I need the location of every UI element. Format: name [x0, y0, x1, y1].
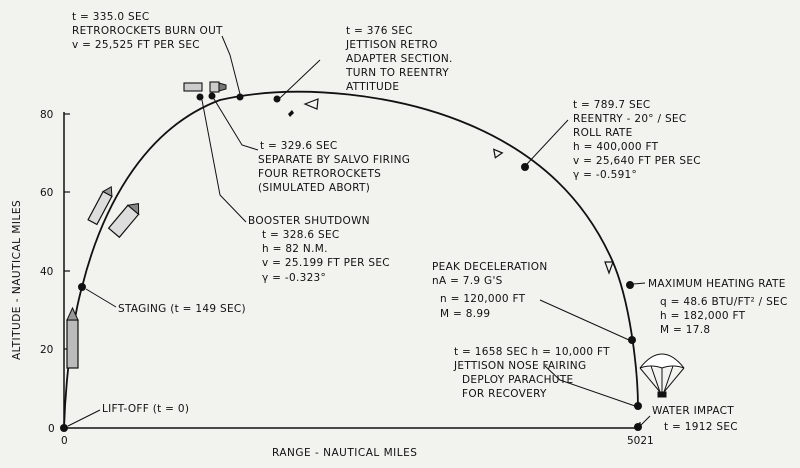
parachute-icon — [640, 354, 684, 397]
retro-burnout-line: RETROROCKETS BURN OUT — [72, 25, 223, 37]
y-tick-label: 40 — [40, 266, 54, 278]
booster-shutdown-line: BOOSTER SHUTDOWN — [248, 215, 370, 227]
separate-line: t = 329.6 SEC — [260, 140, 338, 152]
y-axis-title: ALTITUDE - NAUTICAL MILES — [11, 199, 23, 360]
x-tick-label: 5021 — [627, 435, 654, 447]
jettison-retro-line: JETTISON RETRO — [346, 39, 438, 51]
peak-decel-line: nA = 7.9 G'S — [432, 275, 503, 287]
label-max-heating — [648, 278, 788, 336]
peak-decel-line: M = 8.99 — [440, 308, 491, 320]
rocket-liftoff-icon — [67, 308, 78, 368]
reentry-line: REENTRY - 20° / SEC — [573, 113, 687, 125]
label-retro-burnout — [72, 11, 223, 51]
water-impact-line: t = 1912 SEC — [664, 421, 738, 433]
label-jettison-retro — [345, 25, 453, 93]
retro-burnout-line: v = 25,525 FT PER SEC — [72, 39, 200, 51]
label-separate — [258, 140, 410, 194]
x-axis-title: RANGE - NAUTICAL MILES — [272, 447, 418, 459]
label-liftoff — [102, 403, 189, 415]
separate-line: FOUR RETROROCKETS — [258, 168, 382, 180]
y-tick-label: 20 — [40, 344, 54, 356]
retro-burnout-line: t = 335.0 SEC — [72, 11, 150, 23]
max-heating-line: h = 182,000 FT — [660, 310, 746, 322]
label-reentry — [573, 99, 701, 181]
reentry-line: ROLL RATE — [573, 127, 633, 139]
reentry-line: γ = -0.591° — [573, 169, 638, 181]
jettison-nose-line: JETTISON NOSE FAIRING — [454, 360, 587, 372]
jettison-retro-line: ADAPTER SECTION. — [346, 53, 453, 65]
y-tick-label: 60 — [40, 187, 54, 199]
x-tick-label: 0 — [61, 435, 68, 447]
peak-decel-line: n = 120,000 FT — [440, 293, 526, 305]
booster-shutdown-line: v = 25.199 FT PER SEC — [262, 257, 390, 269]
jettison-retro-line: TURN TO REENTRY — [346, 67, 449, 79]
label-booster-shutdown — [248, 215, 390, 284]
liftoff-text: LIFT-OFF (t = 0) — [102, 403, 190, 415]
booster-shutdown-line: t = 328.6 SEC — [262, 229, 340, 241]
y-tick-label: 0 — [48, 423, 55, 435]
label-staging — [118, 303, 246, 315]
staging-text: STAGING (t = 149 SEC) — [118, 303, 246, 315]
jettison-nose-line: DEPLOY PARACHUTE — [462, 374, 574, 386]
separate-line: (SIMULATED ABORT) — [258, 182, 371, 194]
reentry-line: h = 400,000 FT — [573, 141, 659, 153]
jettison-nose-line: FOR RECOVERY — [462, 388, 547, 400]
label-water-impact — [652, 405, 738, 433]
label-jettison-nose — [453, 346, 610, 400]
reentry-line: t = 789.7 SEC — [573, 99, 651, 111]
jettison-nose-line: t = 1658 SEC h = 10,000 FT — [454, 346, 610, 358]
retro-adapter-fragment-icon — [288, 110, 294, 117]
jettison-retro-line: ATTITUDE — [346, 81, 400, 93]
separate-line: SEPARATE BY SALVO FIRING — [258, 154, 411, 166]
label-peak-deceleration — [432, 261, 548, 320]
booster-stage-icon — [109, 199, 144, 237]
max-heating-line: M = 17.8 — [660, 324, 711, 336]
booster-shutdown-line: h = 82 N.M. — [262, 243, 328, 255]
capsule-separation-icon — [184, 82, 226, 92]
y-tick-label: 80 — [40, 109, 54, 121]
water-impact-line: WATER IMPACT — [652, 405, 735, 417]
reentry-line: v = 25,640 FT PER SEC — [573, 155, 701, 167]
peak-decel-line: PEAK DECELERATION — [432, 261, 548, 273]
max-heating-line: MAXIMUM HEATING RATE — [648, 278, 786, 290]
booster-shutdown-line: γ = -0.323° — [262, 272, 327, 284]
jettison-retro-line: t = 376 SEC — [346, 25, 413, 37]
max-heating-line: q = 48.6 BTU/FT² / SEC — [660, 296, 788, 308]
